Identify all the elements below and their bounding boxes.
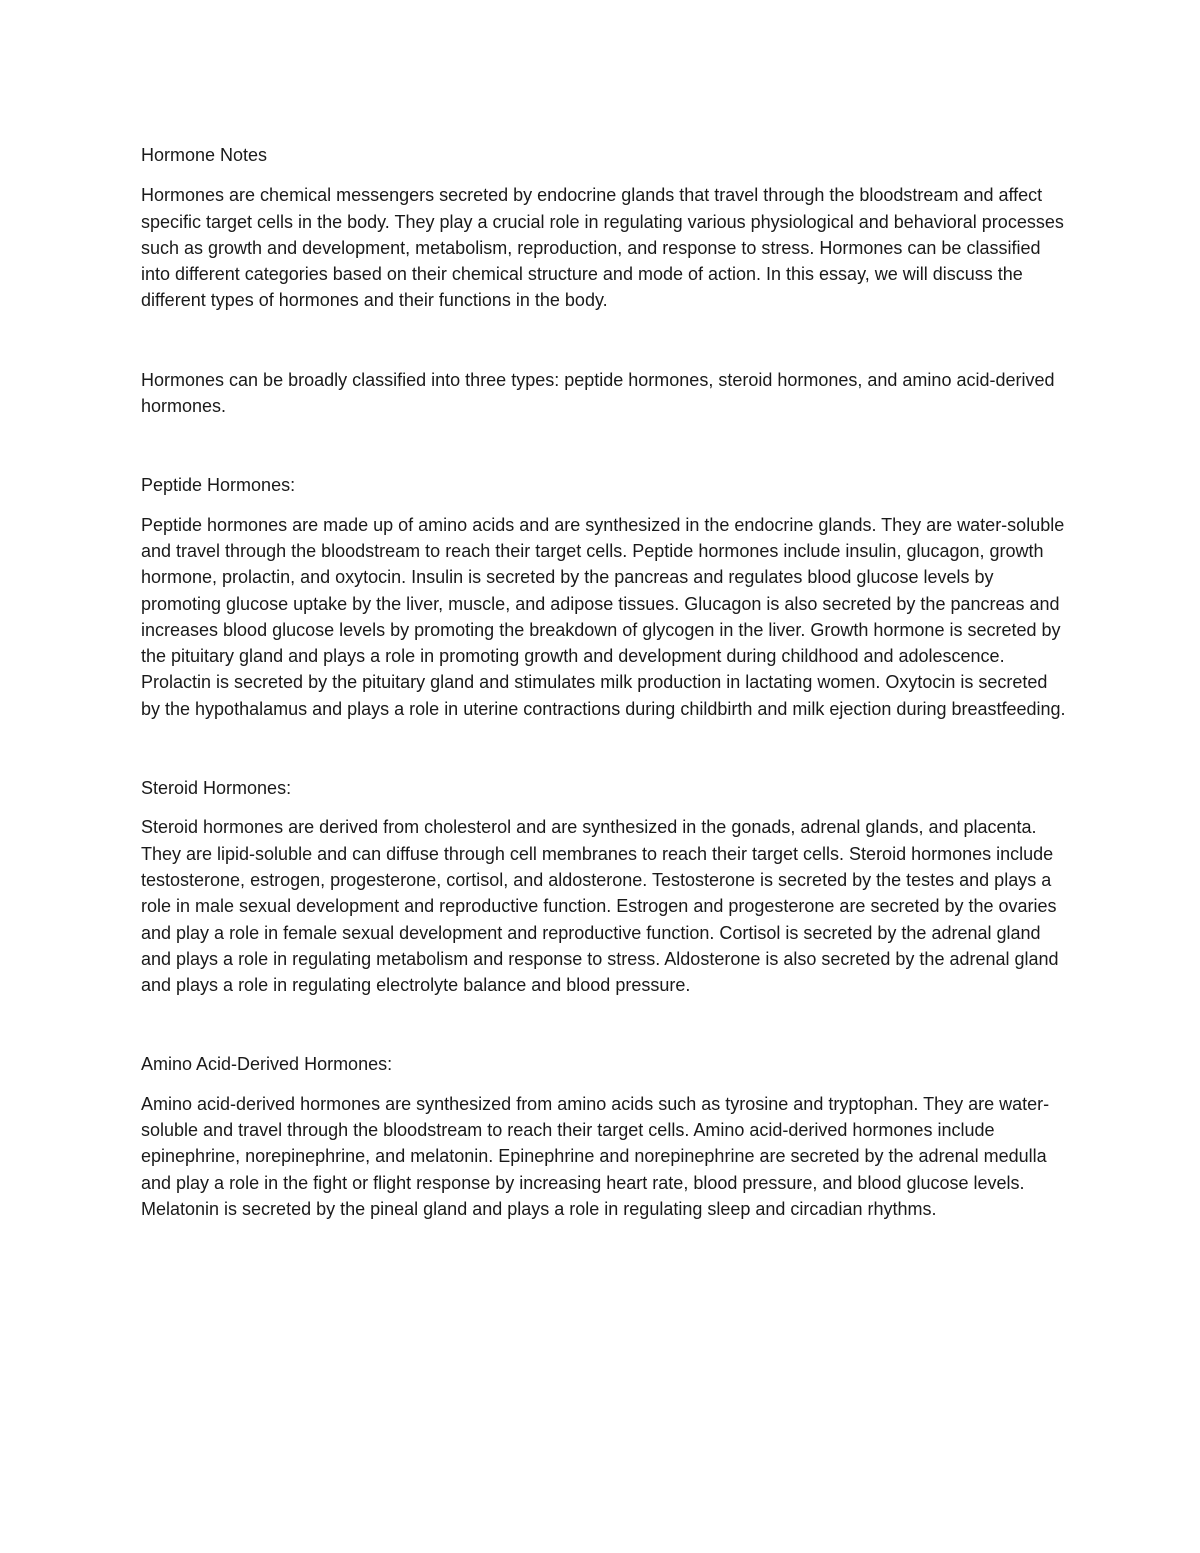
section-heading-steroid: Steroid Hormones:	[141, 778, 292, 799]
paragraph-spacer	[141, 419, 1066, 472]
document-body	[141, 142, 1066, 1222]
classification-paragraph: Hormones can be broadly classified into three types: peptide hormones, steroid hormones, and amino acid-derived hormones.	[141, 369, 1055, 417]
intro-paragraph: Hormones are chemical messengers secreted by endocrine glands that travel through the bloodstream and affect specific target cells in the body. They play a crucial role in regulating various physiological and behavioral processes such as growth and development, metabolism, reproduction, and response to stress. Hormones can be classified into different categories based on their chemical structure and mode of action. In this essay, we will discuss the different types of hormones and their functions in the body.	[141, 185, 1064, 311]
document-title: Hormone Notes	[141, 145, 268, 165]
section-body-peptide: Peptide hormones are made up of amino acids and are synthesized in the endocrine glands. They are water-soluble and travel through the bloodstream to reach their target cells. Peptide hormones include insulin, glucagon, growth hormone, prolactin, and oxytocin. Insulin is secreted by the pancreas and regulates blood glucose levels by promoting glucose uptake by the liver, muscle, and adipose tissues. Glucagon is also secreted by the pancreas and increases blood glucose levels by promoting the breakdown of glycogen in the liver. Growth hormone is secreted by the pituitary gland and plays a role in promoting growth and development during childhood and adolescence. Prolactin is secreted by the pituitary gland and stimulates milk production in lactating women. Oxytocin is secreted by the hypothalamus and plays a role in uterine contractions during childbirth and milk ejection during breastfeeding.	[141, 514, 1066, 719]
paragraph-spacer	[141, 314, 1066, 367]
section-body-steroid: Steroid hormones are derived from cholesterol and are synthesized in the gonads, adrenal glands, and placenta. They are lipid-soluble and can diffuse through cell membranes to reach their target cells. Steroid hormones include testosterone, estrogen, progesterone, cortisol, and aldosterone. Testosterone is secreted by the testes and plays a role in male sexual development and reproductive function. Estrogen and progesterone are secreted by the ovaries and play a role in female sexual development and reproductive function. Cortisol is secreted by the adrenal gland and plays a role in regulating metabolism and response to stress. Aldosterone is also secreted by the adrenal gland and plays a role in regulating electrolyte balance and blood pressure.	[141, 817, 1059, 996]
paragraph-spacer	[141, 998, 1066, 1051]
section-heading-peptide: Peptide Hormones:	[141, 475, 296, 496]
section-body-amino-acid: Amino acid-derived hormones are synthesized from amino acids such as tyrosine and tryptophan. They are water-soluble and travel through the bloodstream to reach their target cells. Amino acid-derived hormones include epinephrine, norepinephrine, and melatonin. Epinephrine and norepinephrine are secreted by the adrenal medulla and play a role in the fight or flight response by increasing heart rate, blood pressure, and blood glucose levels. Melatonin is secreted by the pineal gland and plays a role in regulating sleep and circadian rhythms.	[141, 1093, 1050, 1219]
section-heading-amino-acid: Amino Acid-Derived Hormones:	[141, 1054, 393, 1075]
paragraph-spacer	[141, 722, 1066, 775]
